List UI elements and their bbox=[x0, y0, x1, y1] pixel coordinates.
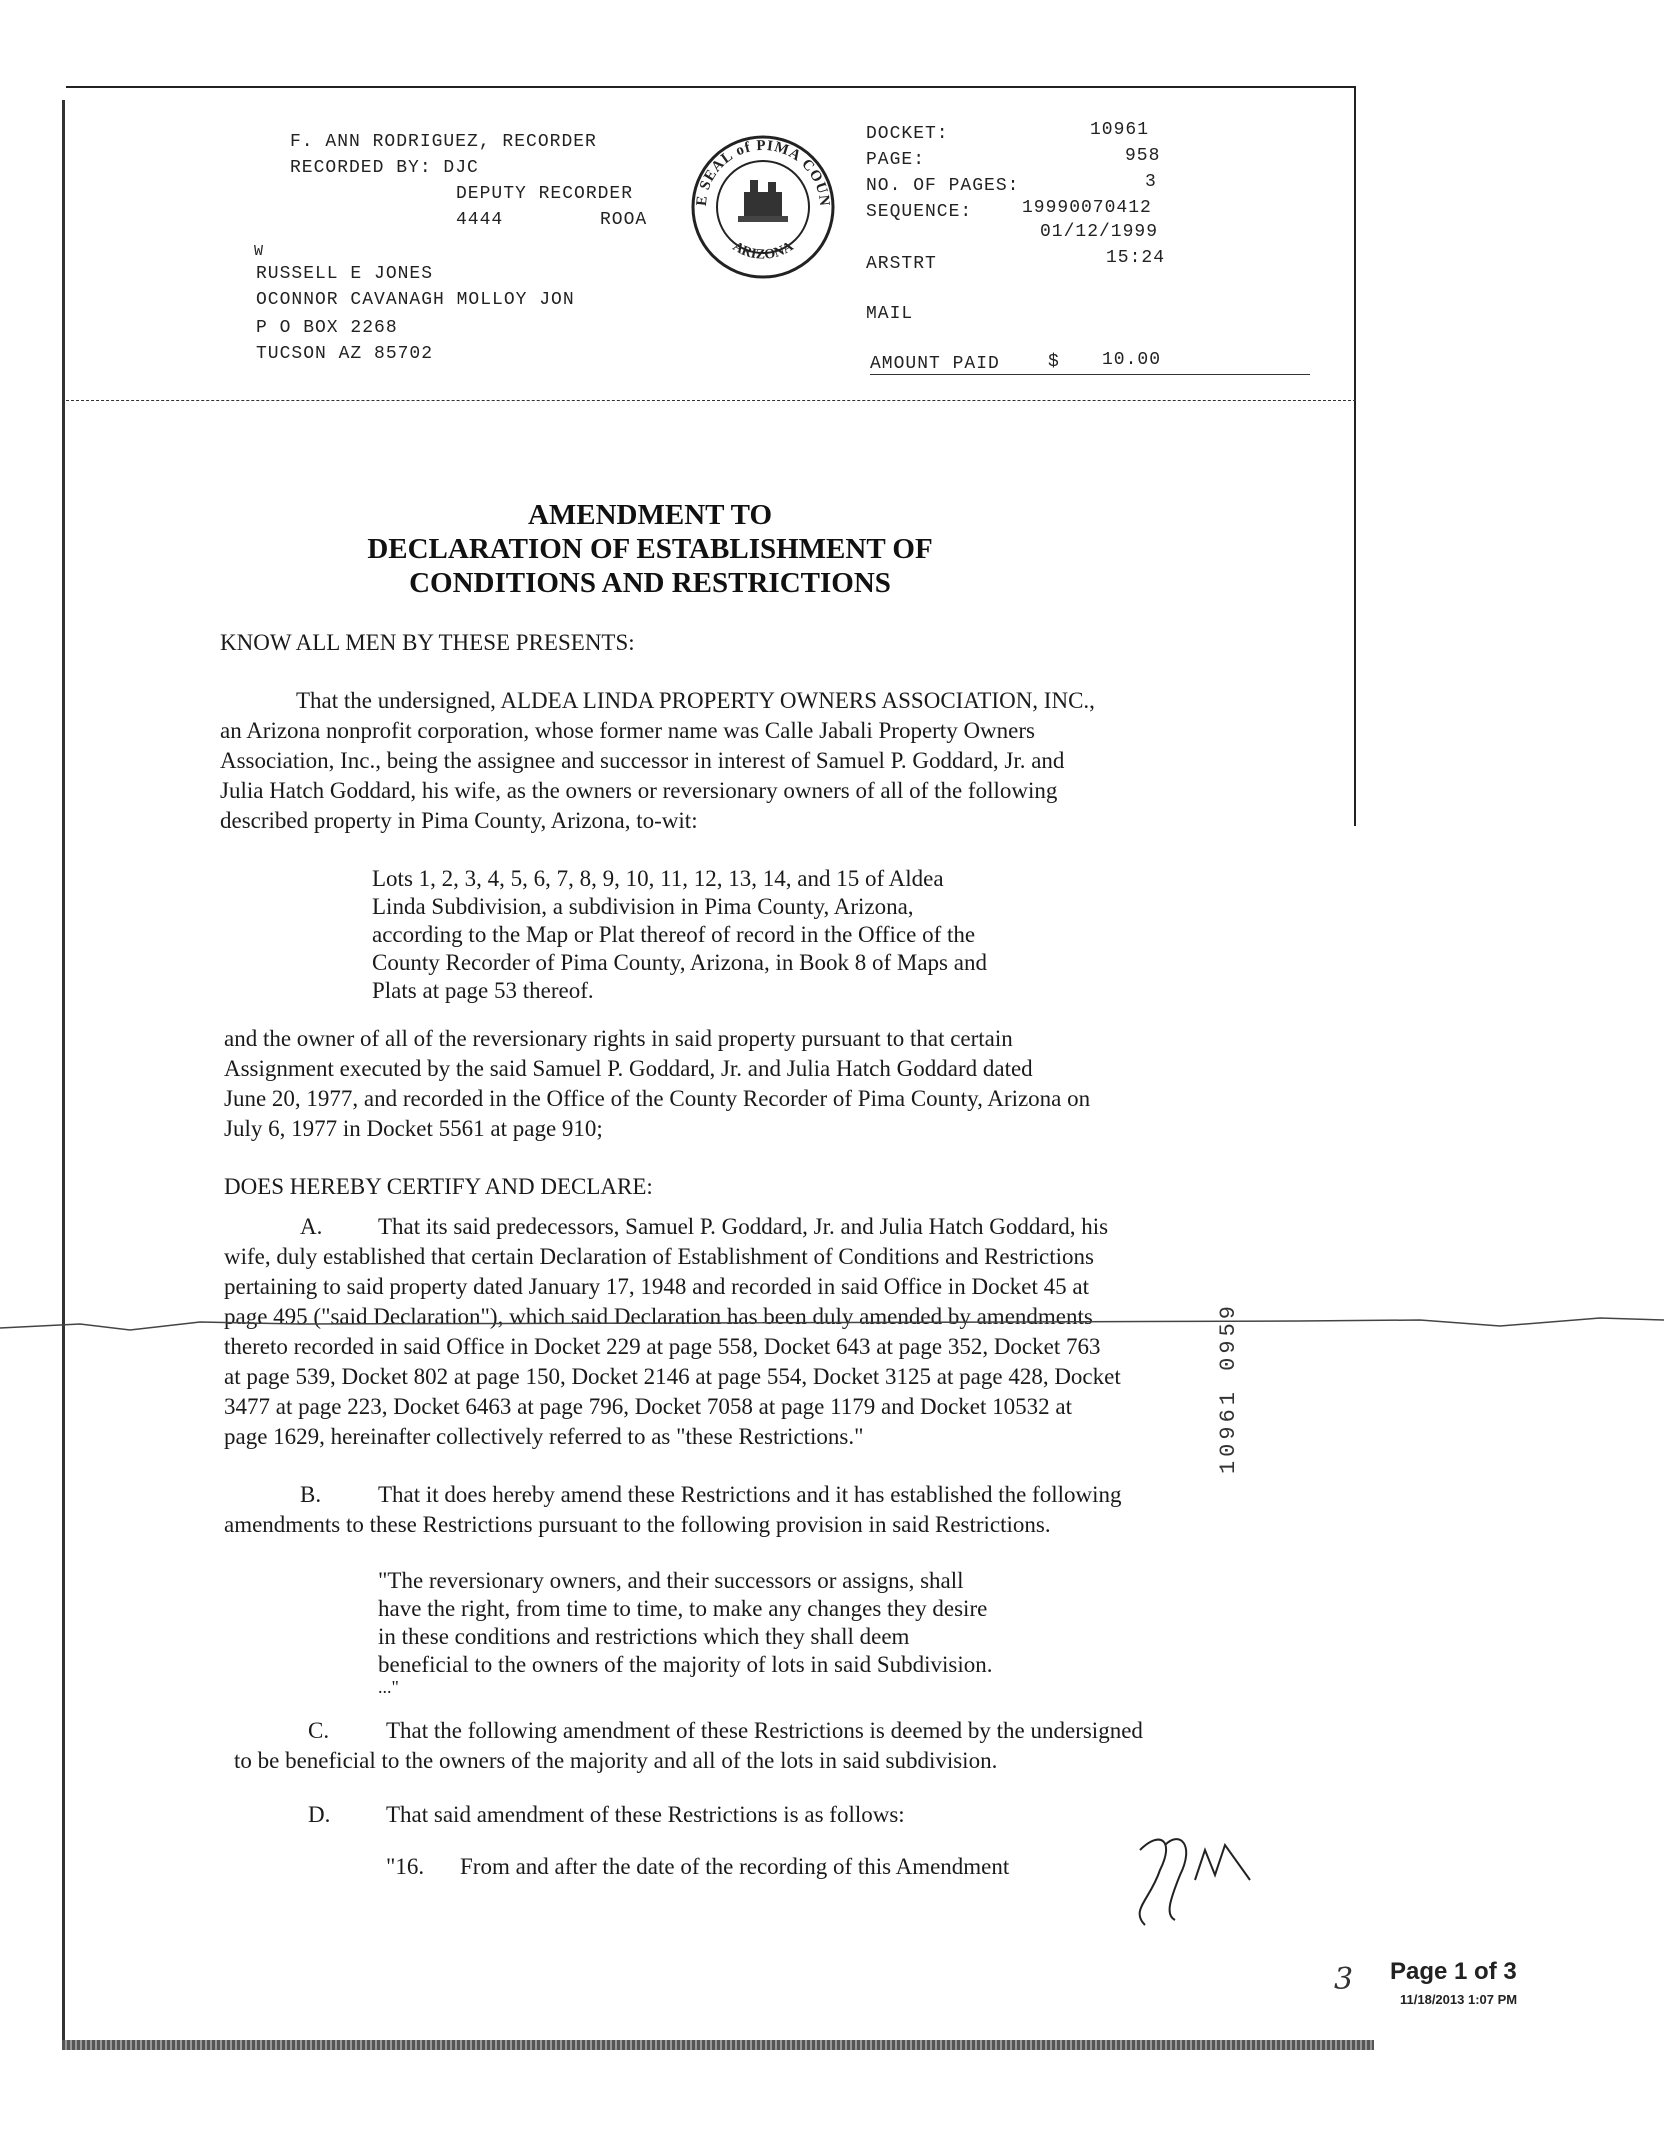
a-line-8: page 1629, hereinafter collectively referred to as "these Restrictions." bbox=[224, 1424, 864, 1449]
certify-heading: DOES HEREBY CERTIFY AND DECLARE: bbox=[224, 1174, 653, 1199]
record-time: 15:24 bbox=[1106, 248, 1166, 268]
title-line-2: DECLARATION OF ESTABLISHMENT OF bbox=[367, 533, 933, 565]
p2-line-3: June 20, 1977, and recorded in the Office of the County Recorder of Pima County, Arizona on bbox=[224, 1086, 1091, 1111]
print-timestamp: 11/18/2013 1:07 PM bbox=[1400, 1992, 1518, 2007]
a-line-7: 3477 at page 223, Docket 6463 at page 796, Docket 7058 at page 1179 and Docket 10532 at bbox=[224, 1394, 1073, 1419]
b-line-1: That it does hereby amend these Restrictions and it has established the following bbox=[378, 1482, 1122, 1507]
docket-value: 10961 bbox=[1090, 120, 1150, 140]
amount-currency: $ bbox=[1048, 352, 1060, 372]
c-label: C. bbox=[308, 1718, 330, 1743]
p2-line-1: and the owner of all of the reversionary rights in said property pursuant to that certain bbox=[224, 1026, 1013, 1051]
quote-line-3: in these conditions and restrictions which they shall deem bbox=[378, 1624, 910, 1649]
p1-line-3: Association, Inc., being the assignee and successor in interest of Samuel P. Goddard, Jr. and bbox=[220, 748, 1065, 773]
a-label: A. bbox=[300, 1214, 323, 1239]
p2-line-4: July 6, 1977 in Docket 5561 at page 910; bbox=[224, 1116, 603, 1141]
lots-line-5: Plats at page 53 thereof. bbox=[372, 978, 594, 1003]
a-line-2: wife, duly established that certain Declaration of Establishment of Conditions and Restrictions bbox=[224, 1244, 1094, 1269]
quote-line-2: have the right, from time to time, to make any changes they desire bbox=[378, 1596, 988, 1621]
recorder-code-letters: ROOA bbox=[600, 210, 648, 230]
a-line-3: pertaining to said property dated January 17, 1948 and recorded in said Office in Docket 45 at bbox=[224, 1274, 1090, 1299]
lots-line-4: County Recorder of Pima County, Arizona, in Book 8 of Maps and bbox=[372, 950, 987, 975]
seal-text: E SEAL of PIMA COUN bbox=[693, 137, 833, 208]
scan-fold-line bbox=[0, 1308, 1664, 1338]
lots-line-3: according to the Map or Plat thereof of record in the Office of the bbox=[372, 922, 976, 947]
p1-line-4: Julia Hatch Goddard, his wife, as the owners or reversionary owners of all of the following bbox=[220, 778, 1058, 803]
seal-icon bbox=[688, 132, 838, 282]
quote-line-4: beneficial to the owners of the majority of lots in said Subdivision. bbox=[378, 1652, 993, 1677]
page-indicator: Page 1 of 3 bbox=[1390, 1958, 1517, 1985]
c-line-1: That the following amendment of these Restrictions is deemed by the undersigned bbox=[386, 1718, 1143, 1743]
addressee-name: RUSSELL E JONES bbox=[256, 264, 434, 284]
deputy-recorder: DEPUTY RECORDER bbox=[456, 184, 634, 204]
quote-line-5: ..." bbox=[378, 1677, 399, 1697]
c-line-2: to be beneficial to the owners of the majority and all of the lots in said subdivision. bbox=[234, 1748, 998, 1773]
a-line-5: thereto recorded in said Office in Docket 229 at page 558, Docket 643 at page 352, Docket 763 bbox=[224, 1334, 1101, 1359]
p1-line-2: an Arizona nonprofit corporation, whose former name was Calle Jabali Property Owners bbox=[220, 718, 1035, 743]
title-line-3: CONDITIONS AND RESTRICTIONS bbox=[409, 567, 891, 599]
sequence-label: SEQUENCE: bbox=[866, 202, 973, 222]
pima-county-seal bbox=[688, 132, 838, 282]
pages-label: NO. OF PAGES: bbox=[866, 176, 1020, 196]
amount-label: AMOUNT PAID bbox=[870, 354, 1000, 374]
lots-line-1: Lots 1, 2, 3, 4, 5, 6, 7, 8, 9, 10, 11, 12, 13, 14, and 15 of Aldea bbox=[372, 866, 944, 891]
amount-underline bbox=[870, 374, 1310, 375]
addressee-city: TUCSON AZ 85702 bbox=[256, 344, 434, 364]
signature-icon bbox=[1120, 1820, 1260, 1940]
pages-value: 3 bbox=[1145, 172, 1157, 192]
seal-state: ARIZONA bbox=[729, 239, 797, 263]
item16-line: From and after the date of the recording of this Amendment bbox=[460, 1854, 1010, 1879]
title-line-1: AMENDMENT TO bbox=[527, 499, 773, 531]
item16-label: "16. bbox=[386, 1854, 425, 1879]
signature bbox=[1120, 1820, 1260, 1940]
a-line-6: at page 539, Docket 802 at page 150, Docket 2146 at page 554, Docket 3125 at page 428, Docket bbox=[224, 1364, 1121, 1389]
b-line-2: amendments to these Restrictions pursuant to the following provision in said Restrictions. bbox=[224, 1512, 1051, 1537]
know-all-men: KNOW ALL MEN BY THESE PRESENTS: bbox=[220, 630, 635, 655]
p1-line-5: described property in Pima County, Arizona, to-wit: bbox=[220, 808, 698, 833]
d-line: That said amendment of these Restrictions is as follows: bbox=[386, 1802, 905, 1827]
d-label: D. bbox=[308, 1802, 331, 1827]
b-label: B. bbox=[300, 1482, 322, 1507]
page-value: 958 bbox=[1125, 146, 1161, 166]
addressee-box: P O BOX 2268 bbox=[256, 318, 398, 338]
recorder-code-num: 4444 bbox=[456, 210, 504, 230]
recorded-by: RECORDED BY: DJC bbox=[290, 158, 479, 178]
left-border bbox=[62, 100, 65, 2048]
addressee-firm: OCONNOR CAVANAGH MOLLOY JON bbox=[256, 290, 575, 310]
quote-line-1: "The reversionary owners, and their successors or assigns, shall bbox=[378, 1568, 964, 1593]
top-border bbox=[66, 86, 1356, 88]
lots-line-2: Linda Subdivision, a subdivision in Pima County, Arizona, bbox=[372, 894, 914, 919]
p1-line-1: That the undersigned, ALDEA LINDA PROPERTY OWNERS ASSOCIATION, INC., bbox=[296, 688, 1095, 713]
p2-line-2: Assignment executed by the said Samuel P. Goddard, Jr. and Julia Hatch Goddard dated bbox=[224, 1056, 1033, 1081]
a-line-4: page 495 ("said Declaration"), which said Declaration has been duly amended by amendments bbox=[224, 1304, 1093, 1329]
bottom-border bbox=[62, 2040, 1374, 2050]
a-line-1: That its said predecessors, Samuel P. Goddard, Jr. and Julia Hatch Goddard, his bbox=[378, 1214, 1109, 1239]
sequence-value: 19990070412 bbox=[1022, 198, 1152, 218]
header-separator bbox=[66, 400, 1356, 401]
mail-label: MAIL bbox=[866, 304, 914, 324]
w-marker: W bbox=[254, 243, 265, 260]
svg-text:ARIZONA bbox=[730, 239, 797, 263]
recorder-line: F. ANN RODRIGUEZ, RECORDER bbox=[290, 132, 597, 152]
handwritten-mark: 3 bbox=[1334, 1962, 1354, 1997]
right-border-upper bbox=[1354, 86, 1356, 826]
record-date: 01/12/1999 bbox=[1040, 222, 1159, 242]
margin-stamp: 10961 0959 bbox=[1216, 1302, 1241, 1475]
docket-label: DOCKET: bbox=[866, 124, 949, 144]
page-label: PAGE: bbox=[866, 150, 926, 170]
arstrt-label: ARSTRT bbox=[866, 254, 937, 274]
amount-value: 10.00 bbox=[1102, 350, 1162, 370]
